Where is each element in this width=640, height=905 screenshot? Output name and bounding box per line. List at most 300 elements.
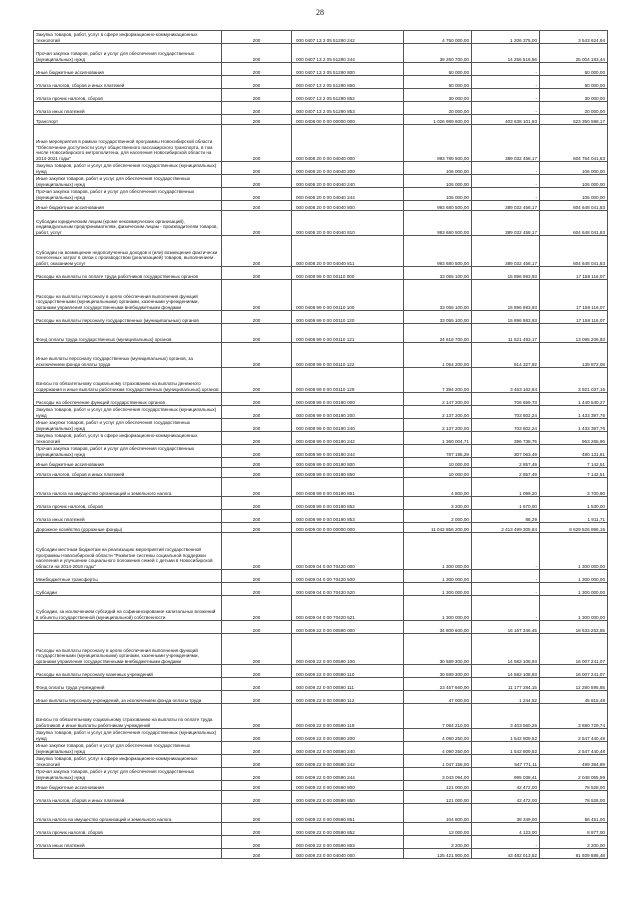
row-budget-classification-code: 000 0407 13 2 05 51290 853 bbox=[292, 102, 404, 115]
row-executed-amount: 1 099,20 bbox=[472, 478, 540, 497]
row-line-code: 200 bbox=[222, 44, 292, 63]
row-remaining-amount: 1 300 000,00 bbox=[540, 583, 608, 596]
row-remaining-amount: 20 000,00 bbox=[540, 102, 608, 115]
row-remaining-amount: 1 440 540,27 bbox=[540, 393, 608, 406]
row-name: Иные закупки товаров, работ и услуг для обеспечения государственных (муниципальных) нужд bbox=[34, 419, 222, 432]
row-line-code: 200 bbox=[222, 768, 292, 781]
row-budget-classification-code: 000 0408 99 0 00 00110 000 bbox=[292, 267, 404, 280]
row-remaining-amount: 106 000,00 bbox=[540, 188, 608, 201]
row-line-code: 200 bbox=[222, 393, 292, 406]
row-budget-classification-code: 000 0408 20 0 00 04040 800 bbox=[292, 201, 404, 211]
row-budget-classification-code: 000 0409 22 0 00 00590 242 bbox=[292, 755, 404, 768]
row-remaining-amount: 3 200,00 bbox=[540, 836, 608, 849]
row-line-code: 200 bbox=[222, 468, 292, 478]
table-row bbox=[34, 280, 608, 311]
row-line-code: 200 bbox=[222, 634, 292, 665]
row-budget-classification-code: 000 0407 13 2 05 51290 242 bbox=[292, 31, 404, 44]
row-approved-amount: 20 000,00 bbox=[404, 102, 472, 115]
row-name: Закупка товаров, работ и услуг для обеспечения государственных (муниципальных) нужд bbox=[34, 162, 222, 175]
row-approved-amount: 33 055 100,00 bbox=[404, 280, 472, 311]
row-remaining-amount: 13 095 206,83 bbox=[540, 324, 608, 343]
row-approved-amount: 7 084 210,00 bbox=[404, 704, 472, 729]
row-budget-classification-code: 000 0408 99 0 00 00110 121 bbox=[292, 324, 404, 343]
table-row bbox=[34, 729, 608, 742]
row-executed-amount: 15 896 983,93 bbox=[472, 311, 540, 324]
table-row bbox=[34, 742, 608, 755]
row-remaining-amount: 1 911,71 bbox=[540, 510, 608, 523]
row-line-code: 200 bbox=[222, 211, 292, 236]
row-line-code: 200 bbox=[222, 583, 292, 596]
row-line-code: 200 bbox=[222, 31, 292, 44]
row-name: Расходы на обеспечение функций государственных органов bbox=[34, 393, 222, 406]
row-executed-amount: 547 771,11 bbox=[472, 755, 540, 768]
row-name: Расходы на выплаты персоналу в целях обеспечения выполнения функций государственными (муниципальными) органами, казенными учреждениями, органами управления государственными внебюджетными фондами bbox=[34, 280, 222, 311]
row-executed-amount: 11 177 284,15 bbox=[472, 678, 540, 691]
row-budget-classification-code: 000 0408 20 0 00 04040 811 bbox=[292, 236, 404, 267]
row-executed-amount: 15 896 983,93 bbox=[472, 280, 540, 311]
row-approved-amount: 121 000,00 bbox=[404, 791, 472, 804]
table-row bbox=[34, 236, 608, 267]
row-line-code: 200 bbox=[222, 742, 292, 755]
row-name: Расходы на выплаты по оплате труда работников государственных органов bbox=[34, 267, 222, 280]
row-name: Закупка товаров, работ, услуг в сфере информационно-коммуникационных технологий bbox=[34, 432, 222, 445]
row-remaining-amount: 2 048 055,59 bbox=[540, 768, 608, 781]
row-line-code: 200 bbox=[222, 89, 292, 102]
row-line-code: 200 bbox=[222, 665, 292, 678]
row-budget-classification-code: 000 0409 22 0 00 00590 112 bbox=[292, 691, 404, 704]
row-executed-amount: - bbox=[472, 63, 540, 76]
row-name: Прочая закупка товаров, работ и услуг для обеспечения государственных (муниципальных) нужд bbox=[34, 445, 222, 458]
row-executed-amount: 995 038,41 bbox=[472, 768, 540, 781]
row-remaining-amount: 604 754 041,83 bbox=[540, 125, 608, 162]
row-approved-amount: 3 200,00 bbox=[404, 836, 472, 849]
row-line-code: 200 bbox=[222, 63, 292, 76]
row-remaining-amount: 30 000,00 bbox=[540, 89, 608, 102]
row-remaining-amount: 81 939 886,48 bbox=[540, 849, 608, 859]
row-approved-amount: 993 680 500,00 bbox=[404, 201, 472, 211]
row-name bbox=[34, 621, 222, 634]
row-line-code: 200 bbox=[222, 621, 292, 634]
row-line-code: 200 bbox=[222, 533, 292, 570]
row-name: Уплата налогов, сборов и иных платежей bbox=[34, 791, 222, 804]
row-remaining-amount: 106 000,00 bbox=[540, 162, 608, 175]
row-line-code: 200 bbox=[222, 445, 292, 458]
row-remaining-amount: 8 877,00 bbox=[540, 823, 608, 836]
row-line-code: 200 bbox=[222, 497, 292, 510]
row-approved-amount: 23 457 660,00 bbox=[404, 678, 472, 691]
row-name: Субсидии bbox=[34, 583, 222, 596]
row-budget-classification-code: 000 0407 13 2 05 51290 850 bbox=[292, 76, 404, 89]
row-budget-classification-code: 000 0407 13 2 05 51290 852 bbox=[292, 89, 404, 102]
row-budget-classification-code: 000 0409 22 0 00 00590 200 bbox=[292, 729, 404, 742]
row-budget-classification-code: 000 0409 22 0 00 00590 852 bbox=[292, 823, 404, 836]
row-executed-amount: 1 670,00 bbox=[472, 497, 540, 510]
row-name: Иные выплаты персоналу учреждений, за исключением фонда оплаты труда bbox=[34, 691, 222, 704]
row-line-code: 200 bbox=[222, 406, 292, 419]
row-approved-amount: 4 090 250,00 bbox=[404, 729, 472, 742]
row-executed-amount: 706 659,73 bbox=[472, 393, 540, 406]
row-approved-amount: 34 800 600,00 bbox=[404, 621, 472, 634]
row-line-code: 200 bbox=[222, 115, 292, 125]
row-executed-amount: 1 244,52 bbox=[472, 691, 540, 704]
row-line-code: 200 bbox=[222, 368, 292, 393]
row-remaining-amount: 963 265,96 bbox=[540, 432, 608, 445]
row-budget-classification-code: 000 0408 20 0 00 04040 810 bbox=[292, 211, 404, 236]
row-approved-amount: 106 000,00 bbox=[404, 188, 472, 201]
row-line-code: 200 bbox=[222, 791, 292, 804]
row-budget-classification-code: 000 0409 04 0 00 70420 500 bbox=[292, 570, 404, 583]
page-number: 28 bbox=[316, 8, 324, 17]
row-name: Уплата налога на имущество организаций и земельного налога bbox=[34, 478, 222, 497]
row-approved-amount: 2 147 200,00 bbox=[404, 393, 472, 406]
table-row bbox=[34, 343, 608, 368]
row-approved-amount: 104 800,00 bbox=[404, 804, 472, 823]
row-budget-classification-code: 000 0408 99 0 00 00190 850 bbox=[292, 468, 404, 478]
row-remaining-amount: 1 300 000,00 bbox=[540, 596, 608, 621]
row-approved-amount: 11 042 856 200,00 bbox=[404, 523, 472, 533]
row-name: Межбюджетные трансферты bbox=[34, 570, 222, 583]
table-row bbox=[34, 704, 608, 729]
row-remaining-amount: 3 543 624,94 bbox=[540, 31, 608, 44]
row-executed-amount: 914 327,92 bbox=[472, 343, 540, 368]
row-executed-amount: - bbox=[472, 76, 540, 89]
row-name: Закупка товаров, работ, услуг в сфере информационно-коммуникационных технологий bbox=[34, 31, 222, 44]
table-row bbox=[34, 63, 608, 76]
row-remaining-amount: 139 872,08 bbox=[540, 343, 608, 368]
row-remaining-amount: 623 350 598,17 bbox=[540, 115, 608, 125]
row-approved-amount: 50 000,00 bbox=[404, 63, 472, 76]
row-budget-classification-code: 000 0409 22 0 00 00590 853 bbox=[292, 836, 404, 849]
row-name: Субсидии на возмещение недополученных доходов и (или) возмещение фактически понесенных затрат в связи с производством (реализацией) товаров, выполнением работ, оказанием услуг bbox=[34, 236, 222, 267]
row-remaining-amount: 16 007 241,07 bbox=[540, 665, 608, 678]
row-executed-amount: - bbox=[472, 102, 540, 115]
row-executed-amount: - bbox=[472, 188, 540, 201]
row-executed-amount: 42 472,00 bbox=[472, 791, 540, 804]
row-line-code: 200 bbox=[222, 188, 292, 201]
row-name: Уплата иных платежей bbox=[34, 836, 222, 849]
row-approved-amount: 4 800,00 bbox=[404, 478, 472, 497]
row-remaining-amount: 604 648 041,83 bbox=[540, 201, 608, 211]
row-executed-amount: 16 167 346,45 bbox=[472, 621, 540, 634]
row-remaining-amount: 17 158 116,07 bbox=[540, 280, 608, 311]
row-approved-amount: 121 000,00 bbox=[404, 781, 472, 791]
row-remaining-amount: 3 680 729,74 bbox=[540, 704, 608, 729]
row-line-code: 200 bbox=[222, 432, 292, 445]
row-name: Иные бюджетные ассигнования bbox=[34, 201, 222, 211]
row-budget-classification-code: 000 0409 22 0 00 00590 100 bbox=[292, 634, 404, 665]
row-budget-classification-code: 000 0408 99 0 00 00110 122 bbox=[292, 343, 404, 368]
row-name: Уплата налогов, сборов и иных платежей bbox=[34, 468, 222, 478]
row-remaining-amount: 18 633 253,55 bbox=[540, 621, 608, 634]
row-name: Иные бюджетные ассигнования bbox=[34, 781, 222, 791]
row-executed-amount: 3 403 560,26 bbox=[472, 704, 540, 729]
row-budget-classification-code: 000 0409 22 0 00 00590 850 bbox=[292, 791, 404, 804]
row-remaining-amount: 1 433 397,76 bbox=[540, 419, 608, 432]
row-name: Уплата налогов, сборов и иных платежей bbox=[34, 76, 222, 89]
row-executed-amount: - bbox=[472, 596, 540, 621]
row-name: Фонд оплаты труда государственных (муниципальных) органов bbox=[34, 324, 222, 343]
row-approved-amount: 1 300 000,00 bbox=[404, 570, 472, 583]
row-line-code: 200 bbox=[222, 596, 292, 621]
row-budget-classification-code: 000 0408 99 0 00 00190 200 bbox=[292, 406, 404, 419]
row-name: Иные закупки товаров, работ и услуг для обеспечения государственных (муниципальных) нужд bbox=[34, 742, 222, 755]
row-approved-amount: 24 616 700,00 bbox=[404, 324, 472, 343]
row-remaining-amount: 2 547 440,48 bbox=[540, 742, 608, 755]
row-line-code: 200 bbox=[222, 125, 292, 162]
row-budget-classification-code: 000 0408 20 0 00 04040 200 bbox=[292, 162, 404, 175]
row-budget-classification-code: 000 0408 99 0 00 00190 000 bbox=[292, 393, 404, 406]
table-row bbox=[34, 393, 608, 406]
row-approved-amount: 125 421 900,00 bbox=[404, 849, 472, 859]
row-approved-amount: 1 300 000,00 bbox=[404, 596, 472, 621]
row-line-code: 200 bbox=[222, 755, 292, 768]
row-remaining-amount: 3 700,80 bbox=[540, 478, 608, 497]
table-row bbox=[34, 125, 608, 162]
row-budget-classification-code: 000 0408 99 0 00 00190 851 bbox=[292, 478, 404, 497]
row-approved-amount: 39 260 700,00 bbox=[404, 44, 472, 63]
row-remaining-amount: 480 131,81 bbox=[540, 445, 608, 458]
row-approved-amount: 30 589 300,00 bbox=[404, 634, 472, 665]
row-approved-amount: 10 000,00 bbox=[404, 458, 472, 468]
row-line-code: 200 bbox=[222, 804, 292, 823]
row-name: Расходы на выплаты персоналу казенных учреждений bbox=[34, 665, 222, 678]
row-remaining-amount: 17 158 116,07 bbox=[540, 267, 608, 280]
table-row bbox=[34, 175, 608, 188]
table-row bbox=[34, 419, 608, 432]
row-line-code: 200 bbox=[222, 691, 292, 704]
row-executed-amount: - bbox=[472, 162, 540, 175]
row-budget-classification-code: 000 0409 23 0 00 04040 000 bbox=[292, 849, 404, 859]
row-line-code: 200 bbox=[222, 175, 292, 188]
table-row bbox=[34, 497, 608, 510]
row-line-code: 200 bbox=[222, 523, 292, 533]
row-remaining-amount: 106 000,00 bbox=[540, 175, 608, 188]
table-row bbox=[34, 102, 608, 115]
row-name: Закупка товаров, работ, услуг в сфере информационно-коммуникационных технологий bbox=[34, 755, 222, 768]
table-row bbox=[34, 849, 608, 859]
row-budget-classification-code: 000 0409 22 0 00 00590 800 bbox=[292, 781, 404, 791]
row-executed-amount: 1 542 809,52 bbox=[472, 742, 540, 755]
row-executed-amount: 11 521 493,17 bbox=[472, 324, 540, 343]
row-executed-amount: 396 738,75 bbox=[472, 432, 540, 445]
table-row bbox=[34, 368, 608, 393]
row-remaining-amount: 1 530,00 bbox=[540, 497, 608, 510]
row-line-code: 200 bbox=[222, 678, 292, 691]
row-remaining-amount: 12 280 595,85 bbox=[540, 678, 608, 691]
row-line-code: 200 bbox=[222, 280, 292, 311]
row-name: Иные бюджетные ассигнования bbox=[34, 458, 222, 468]
row-remaining-amount: 50 000,00 bbox=[540, 63, 608, 76]
row-budget-classification-code: 000 0408 99 0 00 00190 853 bbox=[292, 510, 404, 523]
row-approved-amount: 10 000,00 bbox=[404, 468, 472, 478]
row-name: Взносы по обязательному социальному страхованию на выплаты денежного содержания и иные выплаты работникам государственных (муниципальных) органов bbox=[34, 368, 222, 393]
row-name: Расходы на выплаты персоналу государственных (муниципальных) органов bbox=[34, 311, 222, 324]
row-name: Иные бюджетные ассигнования bbox=[34, 63, 222, 76]
row-approved-amount: 1 300 000,00 bbox=[404, 533, 472, 570]
row-executed-amount: 307 063,49 bbox=[472, 445, 540, 458]
table-row bbox=[34, 596, 608, 621]
table-row bbox=[34, 755, 608, 768]
row-budget-classification-code: 000 0407 13 2 05 51290 244 bbox=[292, 44, 404, 63]
table-row bbox=[34, 533, 608, 570]
row-line-code: 200 bbox=[222, 729, 292, 742]
row-approved-amount: 1 054 200,00 bbox=[404, 343, 472, 368]
row-approved-amount: 1 360 004,71 bbox=[404, 432, 472, 445]
row-executed-amount: 389 032 458,17 bbox=[472, 201, 540, 211]
row-remaining-amount: 78 528,00 bbox=[540, 781, 608, 791]
table-row bbox=[34, 478, 608, 497]
row-budget-classification-code: 000 0409 22 0 00 00590 244 bbox=[292, 768, 404, 781]
row-name: Взносы по обязательному социальному страхованию на выплаты по оплате труда работников и иные выплаты работникам учреждений bbox=[34, 704, 222, 729]
table-row bbox=[34, 44, 608, 63]
row-approved-amount: 106 000,00 bbox=[404, 175, 472, 188]
row-budget-classification-code: 000 0408 99 0 00 00110 100 bbox=[292, 280, 404, 311]
row-approved-amount: 106 000,00 bbox=[404, 162, 472, 175]
row-name: Субсидии, за исключением субсидий на софинансирование капитальных вложений в объекты государственной (муниципальной) собственности bbox=[34, 596, 222, 621]
row-executed-amount: 43 482 013,52 bbox=[472, 849, 540, 859]
row-remaining-amount: 7 142,51 bbox=[540, 458, 608, 468]
row-name: Уплата иных платежей bbox=[34, 510, 222, 523]
row-approved-amount: 4 090 250,00 bbox=[404, 742, 472, 755]
table-row bbox=[34, 836, 608, 849]
row-approved-amount: 30 589 300,00 bbox=[404, 665, 472, 678]
table-row bbox=[34, 768, 608, 781]
table-row bbox=[34, 621, 608, 634]
row-approved-amount: 4 750 000,00 bbox=[404, 31, 472, 44]
row-remaining-amount: 1 433 397,76 bbox=[540, 406, 608, 419]
row-approved-amount: 2 137 200,00 bbox=[404, 419, 472, 432]
row-name: Закупка товаров, работ и услуг для обеспечения государственных (муниципальных) нужд bbox=[34, 406, 222, 419]
row-executed-amount: 42 472,00 bbox=[472, 781, 540, 791]
row-executed-amount: 3 463 162,84 bbox=[472, 368, 540, 393]
row-name: Уплата прочих налогов, сборов bbox=[34, 823, 222, 836]
row-budget-classification-code: 000 0407 13 2 05 51290 800 bbox=[292, 63, 404, 76]
row-approved-amount: 30 000,00 bbox=[404, 89, 472, 102]
row-name: Уплата прочих налогов, сборов bbox=[34, 497, 222, 510]
row-executed-amount: - bbox=[472, 533, 540, 570]
table-row bbox=[34, 634, 608, 665]
table-row bbox=[34, 89, 608, 102]
table-row bbox=[34, 76, 608, 89]
row-executed-amount: 2 413 499 305,84 bbox=[472, 523, 540, 533]
table-row bbox=[34, 583, 608, 596]
row-approved-amount: 3 200,00 bbox=[404, 497, 472, 510]
row-budget-classification-code: 000 0408 20 0 00 04040 244 bbox=[292, 188, 404, 201]
row-executed-amount: - bbox=[472, 836, 540, 849]
row-line-code: 200 bbox=[222, 781, 292, 791]
row-executed-amount: 14 582 108,93 bbox=[472, 634, 540, 665]
row-remaining-amount: 1 300 000,00 bbox=[540, 533, 608, 570]
row-name: Уплата налога на имущество организаций и земельного налога bbox=[34, 804, 222, 823]
row-executed-amount: 703 802,24 bbox=[472, 419, 540, 432]
row-executed-amount: 2 857,49 bbox=[472, 468, 540, 478]
row-budget-classification-code: 000 0408 20 0 00 04040 240 bbox=[292, 175, 404, 188]
row-name: Прочая закупка товаров, работ и услуг для обеспечения государственных (муниципальных) нужд bbox=[34, 768, 222, 781]
table-row bbox=[34, 324, 608, 343]
row-line-code: 200 bbox=[222, 419, 292, 432]
row-remaining-amount: 7 142,51 bbox=[540, 468, 608, 478]
row-name: Субсидии юридическим лицам (кроме некоммерческих организаций), индивидуальным предпринимателям, физическим лицам - производителям товаров, работ, услуг bbox=[34, 211, 222, 236]
row-budget-classification-code: 000 0409 04 0 00 70420 521 bbox=[292, 596, 404, 621]
table-row bbox=[34, 162, 608, 175]
table-row bbox=[34, 523, 608, 533]
row-line-code: 200 bbox=[222, 849, 292, 859]
row-line-code: 200 bbox=[222, 311, 292, 324]
row-name: Дорожное хозяйство (дорожные фонды) bbox=[34, 523, 222, 533]
row-budget-classification-code: 000 0409 00 0 00 00000 000 bbox=[292, 523, 404, 533]
row-approved-amount: 2 000,00 bbox=[404, 510, 472, 523]
row-name: Прочая закупка товаров, работ и услуг для обеспечения государственных (муниципальных) нужд bbox=[34, 44, 222, 63]
table-row bbox=[34, 510, 608, 523]
table-row bbox=[34, 31, 608, 44]
row-approved-amount: 993 680 500,00 bbox=[404, 236, 472, 267]
row-remaining-amount: 499 384,89 bbox=[540, 755, 608, 768]
row-line-code: 200 bbox=[222, 162, 292, 175]
row-name: Закупка товаров, работ и услуг для обеспечения государственных (муниципальных) нужд bbox=[34, 729, 222, 742]
row-approved-amount: 993 789 500,00 bbox=[404, 125, 472, 162]
row-line-code: 200 bbox=[222, 343, 292, 368]
row-budget-classification-code: 000 0408 20 0 00 04040 000 bbox=[292, 125, 404, 162]
row-line-code: 200 bbox=[222, 236, 292, 267]
table-row bbox=[34, 115, 608, 125]
row-executed-amount: 389 032 458,17 bbox=[472, 236, 540, 267]
table-row bbox=[34, 267, 608, 280]
row-name bbox=[34, 849, 222, 859]
table-row bbox=[34, 458, 608, 468]
row-approved-amount: 33 055 100,00 bbox=[404, 311, 472, 324]
table-row bbox=[34, 804, 608, 823]
table-row bbox=[34, 678, 608, 691]
row-executed-amount: 1 542 809,52 bbox=[472, 729, 540, 742]
row-budget-classification-code: 000 0408 99 0 00 00190 244 bbox=[292, 445, 404, 458]
table-row bbox=[34, 791, 608, 804]
row-name: Уплата иных платежей bbox=[34, 102, 222, 115]
row-remaining-amount: 45 815,48 bbox=[540, 691, 608, 704]
row-remaining-amount: 604 648 041,83 bbox=[540, 211, 608, 236]
row-remaining-amount: 66 451,00 bbox=[540, 804, 608, 823]
row-remaining-amount: 3 921 037,16 bbox=[540, 368, 608, 393]
table-row bbox=[34, 311, 608, 324]
row-budget-classification-code: 000 0409 04 0 00 70420 000 bbox=[292, 533, 404, 570]
row-remaining-amount: 8 629 526 896,16 bbox=[540, 523, 608, 533]
table-row bbox=[34, 781, 608, 791]
row-budget-classification-code: 000 0408 99 0 00 00190 800 bbox=[292, 458, 404, 468]
row-name: Прочая закупка товаров, работ и услуг для обеспечения государственных (муниципальных) нужд bbox=[34, 188, 222, 201]
table-row bbox=[34, 188, 608, 201]
row-approved-amount: 7 384 200,00 bbox=[404, 368, 472, 393]
row-line-code: 200 bbox=[222, 510, 292, 523]
row-remaining-amount: 1 300 000,00 bbox=[540, 570, 608, 583]
row-budget-classification-code: 000 0409 04 0 00 70420 520 bbox=[292, 583, 404, 596]
row-name: Иные мероприятия в рамках государственной программы Новосибирской области "Обеспечение доступности услуг общественного пассажирского транспорта, в том числе Новосибирского метрополитена, для населения Новосибирской области на 2014-2021 годы" bbox=[34, 125, 222, 162]
row-executed-amount: 389 032 458,17 bbox=[472, 211, 540, 236]
row-remaining-amount: 17 158 116,07 bbox=[540, 311, 608, 324]
row-budget-classification-code: 000 0408 00 0 00 00000 000 bbox=[292, 115, 404, 125]
row-name: Уплата прочих налогов, сборов bbox=[34, 89, 222, 102]
row-line-code: 200 bbox=[222, 570, 292, 583]
row-approved-amount: 2 137 200,00 bbox=[404, 406, 472, 419]
row-name: Фонд оплаты труда учреждений bbox=[34, 678, 222, 691]
table-row bbox=[34, 445, 608, 458]
row-line-code: 200 bbox=[222, 76, 292, 89]
row-remaining-amount: 2 547 440,48 bbox=[540, 729, 608, 742]
row-budget-classification-code: 000 0408 99 0 00 00110 129 bbox=[292, 368, 404, 393]
row-line-code: 200 bbox=[222, 267, 292, 280]
row-executed-amount: 38 349,00 bbox=[472, 804, 540, 823]
row-executed-amount: 14 582 108,93 bbox=[472, 665, 540, 678]
row-line-code: 200 bbox=[222, 458, 292, 468]
row-budget-classification-code: 000 0409 22 0 00 00590 240 bbox=[292, 742, 404, 755]
